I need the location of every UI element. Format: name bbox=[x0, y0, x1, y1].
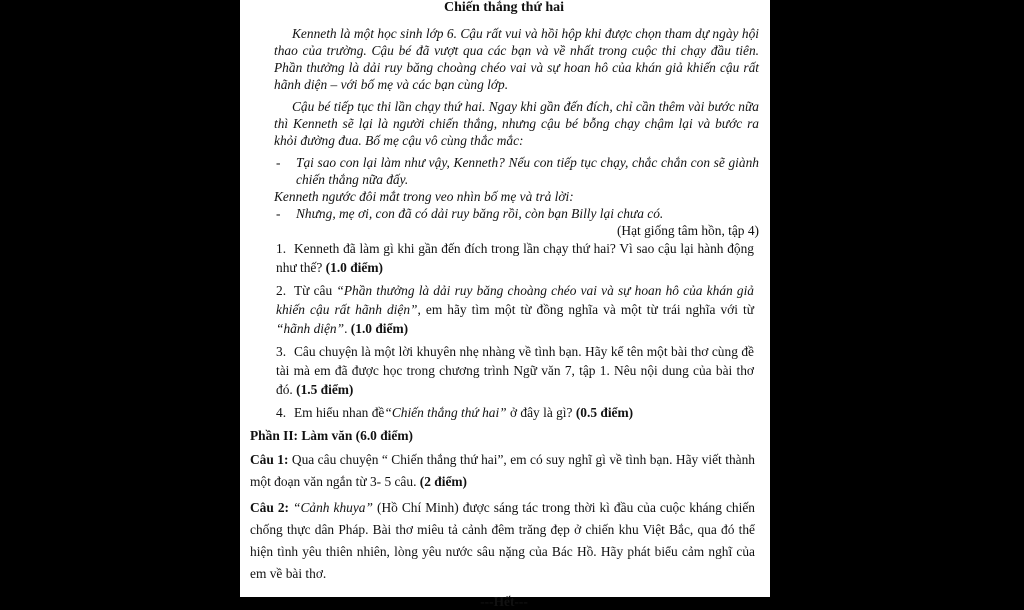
question-text: Câu chuyện là một lời khuyên nhẹ nhàng về tình bạn. Hãy kể tên một bài thơ cùng đề tài mà em đã được học trong chương trình Ngữ văn 7, tập 1. Nêu nội dung của bài thơ đó. bbox=[276, 344, 754, 397]
dialogue-text-1: Tại sao con lại làm như vậy, Kenneth? Nếu con tiếp tục chạy, chắc chắn con sẽ giành chiến thắng nữa đấy. bbox=[296, 155, 759, 187]
document-content bbox=[250, 0, 759, 610]
question-text-end: . bbox=[344, 321, 348, 336]
essay-question-2 bbox=[250, 497, 755, 585]
question-text-cont: , em hãy tìm một từ đồng nghĩa và một từ trái nghĩa với từ bbox=[417, 302, 754, 317]
reading-questions bbox=[276, 239, 754, 422]
question-3 bbox=[276, 342, 754, 399]
question-quote: “Phần thưởng là dải ruy băng choàng chéo vai và sự hoan hô của khán giả khiến cậu rất hãnh diện” bbox=[276, 283, 754, 317]
dialogue-line-1 bbox=[274, 154, 759, 188]
narration-line: Kenneth ngước đôi mắt trong veo nhìn bố mẹ và trả lời: bbox=[274, 189, 574, 204]
question-text: Từ câu bbox=[294, 283, 337, 298]
story-text bbox=[274, 25, 759, 239]
dialogue-text-2: Nhưng, mẹ ơi, con đã có dải ruy băng rồi, còn bạn Billy lại chưa có. bbox=[296, 206, 664, 221]
question-1 bbox=[276, 239, 754, 277]
essay-question-2-label: Câu 2: bbox=[250, 500, 289, 515]
dash-mark: - bbox=[276, 155, 281, 170]
question-quote: “Chiến thắng thứ hai” bbox=[384, 405, 507, 420]
essay-question-2-quote: “Cảnh khuya” bbox=[293, 500, 373, 515]
story-source: (Hạt giống tâm hồn, tập 4) bbox=[616, 223, 759, 238]
document-page bbox=[240, 0, 770, 609]
question-quote-2: “hãnh diện” bbox=[276, 321, 345, 336]
question-score: (1.5 điểm) bbox=[296, 382, 354, 397]
essay-question-1-label: Câu 1: bbox=[250, 452, 289, 467]
end-marker: ---Hết--- bbox=[480, 594, 528, 609]
question-text-cont: ở đây là gì? bbox=[506, 405, 573, 420]
question-text: Kenneth đã làm gì khi gần đến đích trong lần chạy thứ hai? Vì sao cậu lại hành động như thế? bbox=[276, 241, 754, 275]
essay-question-1-score: (2 điểm) bbox=[419, 474, 468, 489]
question-4 bbox=[276, 403, 754, 422]
dash-mark: - bbox=[276, 206, 281, 221]
essay-question-2-text: (Hồ Chí Minh) được sáng tác trong thời kì đầu của cuộc kháng chiến chống thực dân Pháp. Bài thơ miêu tả cảnh đêm trăng đẹp ở chiến khu Việt Bắc, qua đó thể hiện tình yêu thiên nhiên, lòng yêu nước sâu nặng của Bác Hồ. Hãy phát biểu cảm nghĩ của em về bài thơ. bbox=[250, 500, 755, 581]
story-paragraph-1: Kenneth là một học sinh lớp 6. Cậu rất vui và hồi hộp khi được chọn tham dự ngày hội thao của trường. Cậu bé đã vượt qua các bạn và về nhất trong cuộc thi chạy đầu tiên. Phần thưởng là dải ruy băng choàng chéo vai và sự hoan hô của khán giả khiến cậu rất hãnh diện – với bố mẹ và các bạn cùng lớp. bbox=[274, 26, 759, 92]
question-number: 1. bbox=[276, 241, 287, 256]
question-text: Em hiểu nhan đề bbox=[294, 405, 385, 420]
question-number: 2. bbox=[276, 283, 287, 298]
essay-question-1 bbox=[250, 449, 755, 493]
story-paragraph-2: Cậu bé tiếp tục thi lần chạy thứ hai. Ngay khi gần đến đích, chỉ cần thêm vài bước nữa thì Kenneth sẽ lại là người chiến thắng, nhưng cậu bé bỗng chạy chậm lại và bước ra khỏi đường đua. Bố mẹ cậu vô cùng thắc mắc: bbox=[274, 99, 759, 148]
question-number: 4. bbox=[276, 405, 287, 420]
question-number: 3. bbox=[276, 344, 287, 359]
part-2-heading: Phần II: Làm văn (6.0 điểm) bbox=[250, 428, 413, 443]
question-score: (1.0 điểm) bbox=[350, 321, 409, 336]
question-score: (0.5 điểm) bbox=[575, 405, 634, 420]
essay-question-1-text: Qua câu chuyện “ Chiến thắng thứ hai”, em có suy nghĩ gì về tình bạn. Hãy viết thành một đoạn văn ngắn từ 3- 5 câu. bbox=[250, 452, 755, 489]
question-2 bbox=[276, 281, 754, 338]
story-title: Chiến thắng thứ hai bbox=[443, 0, 565, 15]
question-score: (1.0 điểm) bbox=[325, 260, 383, 275]
dialogue-line-2 bbox=[274, 205, 759, 222]
